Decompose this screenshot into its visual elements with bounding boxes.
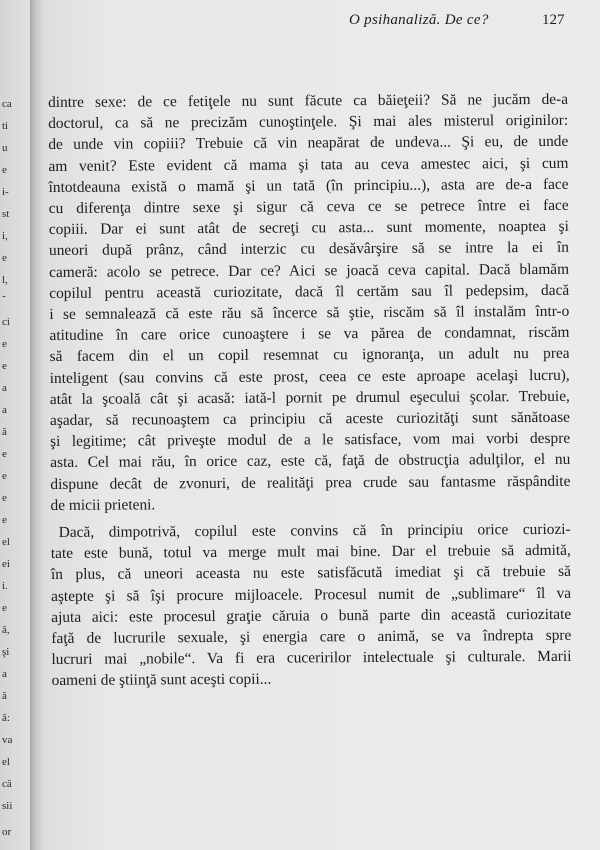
left-page-fragment: ca	[2, 98, 12, 110]
text-line: i se semnalează că este rău să încerce să ştie, riscăm să îl instalăm într-o	[49, 302, 570, 324]
left-page-fragment: ci	[2, 316, 10, 328]
left-page-fragment: u	[2, 142, 8, 154]
left-page-fragment: va	[2, 734, 13, 746]
left-page-fragment: e	[2, 164, 7, 176]
text-line: doctorul, ca să ne precizăm cunoştinţele. Şi mai ales misterul originilor:	[48, 112, 569, 133]
text-line: am venit? Este evident că mama şi tata au ceva amestec aici, şi cum	[48, 154, 569, 175]
text-line: asta. Cel mai rău, în orice caz, este că, faţă de obstrucţia adulţilor, el nu	[50, 451, 571, 472]
left-page-fragment: el	[2, 536, 10, 548]
left-page-fragment: e	[2, 492, 7, 504]
left-page-fragment: e	[2, 470, 7, 482]
left-page-fragment: e	[2, 448, 7, 460]
text-line: de micii prieteni.	[50, 496, 156, 514]
left-page-fragment: el	[2, 756, 10, 768]
left-page-fragment: or	[2, 826, 12, 838]
text-line: aşadar, să recunoaştem ca principiu că aceste curiozităţi sunt sănătoase	[49, 408, 571, 430]
left-page-fragment: e	[2, 338, 7, 350]
left-page-fragment: ti	[2, 120, 9, 132]
text-line: cameră: acolo se petrece. Dar ce? Aici se joacă ceva capital. Dacă blamăm	[49, 260, 570, 281]
text-line: Dacă, dimpotrivă, copilul este convins că în principiu orice curiozi-	[58, 520, 571, 542]
left-page-fragment: a	[2, 668, 7, 680]
left-page-fragment: şi	[2, 646, 10, 658]
book-page	[44, 0, 600, 850]
text-line: dispune decât de zvonuri, de realităţi prea crude sau fantasme răspândite	[50, 472, 571, 493]
text-line: uneori după prânz, când interzic cu desăvârşire să se intre la ei în	[48, 239, 570, 260]
left-page-fragment: i.	[2, 580, 8, 592]
left-page-fragment: i,	[2, 230, 8, 242]
left-page-fragment: e	[2, 360, 7, 372]
running-title: O psihanaliză. De ce?	[349, 12, 489, 28]
text-line: cu diferenţa dintre sexe şi sigur că ceva ce se petrece între ei face	[48, 196, 569, 218]
text-line: oameni de ştiinţă sunt aceşti copii...	[51, 671, 272, 690]
text-line: să facem din el un copil resemnat cu ignoranţa, un adult nu prea	[49, 345, 570, 366]
text-line: în plus, că uneori aceasta nu este satisfăcută imediat şi că trebuie să	[50, 563, 571, 584]
text-line: întotdeauna există o mamă şi un tată (în principiu...), asta are de-a face	[48, 175, 569, 196]
left-page-fragment: e	[2, 514, 7, 526]
text-line: inteligent (sau convins că este prost, ceea ce este aproape acelaşi lucru),	[49, 366, 570, 387]
left-page-fragment: a	[2, 382, 7, 394]
left-page-fragment: ă:	[2, 712, 10, 724]
text-line: atitudine în care orice cunoaştere i se va părea de condamnat, riscăm	[49, 324, 570, 345]
text-line: şi legitime; cât priveşte modul de a le satisface, vom mai vorbi despre	[50, 430, 571, 451]
left-page-fragment: sii	[2, 800, 13, 812]
text-line: lucruri mai „nobile“. Va fi era cuceririlor intelectuale şi culturale. Marii	[51, 648, 572, 669]
text-line: copilul pentru această curiozitate, dacă îl certăm sau îl pedepsim, dacă	[49, 281, 570, 302]
text-line: aştepte şi să îşi procure mijloacele. Procesul numit de „sublimare“ îl va	[51, 584, 572, 605]
left-page-fragment: ă	[2, 426, 7, 438]
text-line: copiii. Dar ei sunt atât de secreţi cu asta... sunt momente, noaptea şi	[48, 218, 569, 239]
left-page-fragment: i-	[2, 186, 9, 198]
left-page-fragment: ă,	[2, 624, 10, 636]
text-line: dintre sexe: de ce fetiţele nu sunt făcute ca băieţeii? Să ne jucăm de-a	[48, 90, 569, 111]
left-page-fragment: l,	[2, 274, 8, 286]
left-page-fragment: st	[2, 208, 10, 220]
previous-page-edge	[0, 0, 30, 850]
left-page-fragment: a	[2, 404, 7, 416]
text-line: faţă de lucrurile sexuale, şi energia care o animă, se va îndrepta spre	[51, 626, 572, 648]
body-text	[48, 89, 572, 692]
left-page-fragment: e	[2, 602, 7, 614]
left-page-fragment: -	[2, 290, 6, 302]
left-page-fragment: ei	[2, 558, 10, 570]
left-page-fragment: e	[2, 252, 7, 264]
left-page-fragment: ă	[2, 690, 7, 702]
text-line: tate este bună, totul va merge mult mai bine. Dar el trebuie să admită,	[50, 542, 571, 563]
text-line: atât la şcoală cât şi acasă: iată-l pornit pe drumul eşecului şcolar. Trebuie,	[49, 387, 570, 408]
text-line: de unde vin copiii? Trebuie că vin neapărat de undeva... Şi eu, de unde	[48, 133, 569, 154]
text-line: ajuta aici: este procesul graţie căruia o bună parte din această curiozitate	[51, 605, 572, 626]
left-page-fragment: că	[2, 778, 12, 790]
page-number: 127	[542, 12, 565, 28]
